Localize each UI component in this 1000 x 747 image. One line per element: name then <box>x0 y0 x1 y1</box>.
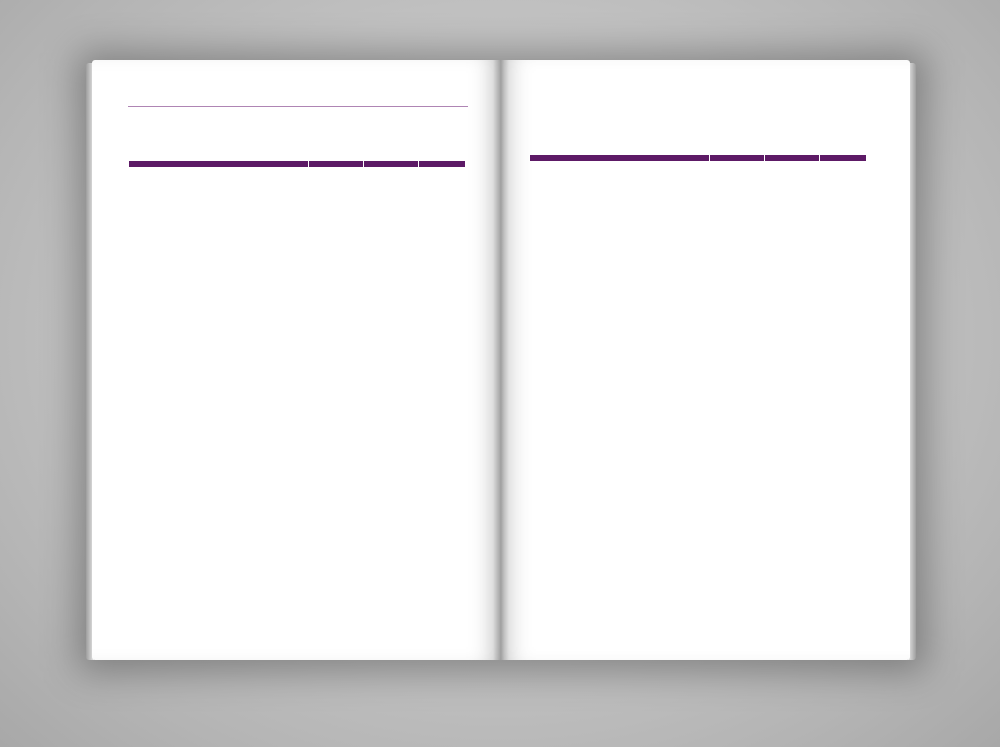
part-rule-divider <box>128 106 468 107</box>
right-requirements-table <box>529 154 867 162</box>
left-page-body <box>92 60 501 660</box>
header-description <box>530 155 710 162</box>
left-page <box>92 60 501 660</box>
open-book <box>92 60 910 660</box>
header-page <box>820 155 867 162</box>
book-gutter <box>493 60 509 660</box>
header-requirement <box>710 155 765 162</box>
right-page-body <box>501 60 910 660</box>
right-page <box>501 60 910 660</box>
header-reference <box>765 155 820 162</box>
header-requirement <box>309 161 364 168</box>
table-header-row <box>530 155 867 162</box>
header-description <box>129 161 309 168</box>
table-header-row <box>129 161 466 168</box>
header-page <box>419 161 466 168</box>
left-requirements-table <box>128 160 466 168</box>
header-reference <box>364 161 419 168</box>
